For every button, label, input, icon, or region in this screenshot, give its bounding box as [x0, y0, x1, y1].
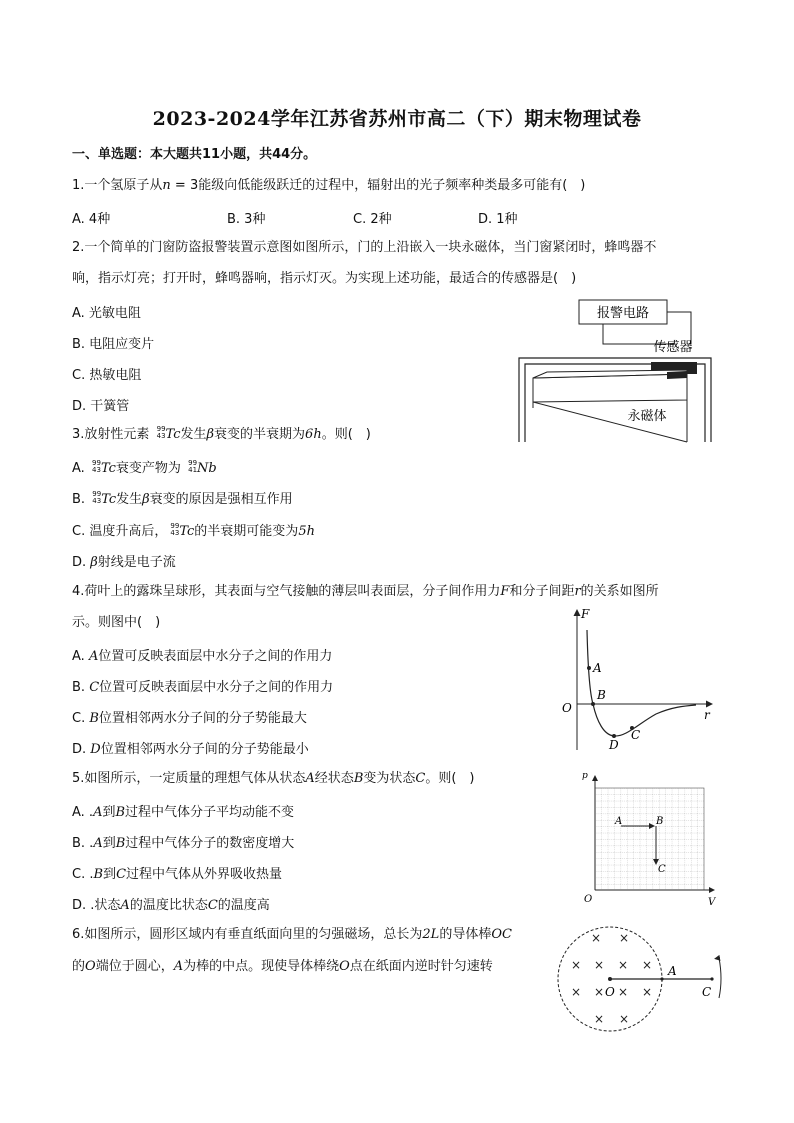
f-axis-label: F — [581, 607, 590, 621]
question-4-stem-line2: 示。则图中( ) — [72, 615, 161, 630]
question-4-option-b[interactable]: B. C位置可反映表面层中水分子之间的作用力 — [72, 680, 334, 695]
svg-text:×: × — [617, 985, 629, 999]
r-axis-label: r — [704, 708, 710, 722]
question-4-stem-line1: 4.荷叶上的露珠呈球形，其表面与空气接触的薄层叫表面层，分子间作用力F和分子间距r的关系如图所 — [72, 584, 659, 599]
question-5-stem: 5.如图所示，一定质量的理想气体从状态A经状态B变为状态C。则( ) — [72, 771, 475, 786]
point-b — [591, 702, 595, 706]
question-2-option-b[interactable]: B. 电阻应变片 — [72, 337, 155, 352]
magnetic-field-figure — [552, 922, 728, 1040]
alarm-circuit-label: 报警电路 — [596, 306, 650, 321]
question-6-stem-line2: 的O端位于圆心，A为棒的中点。现使导体棒绕O点在纸面内逆时针匀速转 — [72, 959, 493, 974]
state-a-label: A — [615, 816, 623, 827]
magnet-strip — [667, 371, 687, 379]
svg-text:×: × — [593, 958, 605, 972]
question-4-option-c[interactable]: C. B位置相邻两水分子间的分子势能最大 — [72, 711, 307, 726]
nb-nuclide: 99 41 — [188, 459, 198, 474]
svg-text:×: × — [618, 931, 630, 945]
page-title: 2023-2024学年江苏省苏州市高二（下）期末物理试卷 — [152, 108, 642, 130]
magnet-label: 永磁体 — [627, 409, 667, 424]
question-3-stem: 3.放射性元素 99 43 Tc发生β衰变的半衰期为6h。则( ) — [72, 425, 371, 442]
label-d: D — [609, 738, 619, 752]
section-heading: 一、单选题：本大题共11小题，共44分。 — [72, 147, 317, 162]
question-5-option-a[interactable]: A. .A到B过程中气体分子平均动能不变 — [72, 805, 295, 820]
force-distance-figure — [560, 602, 720, 752]
origin-label: O — [584, 894, 593, 905]
label-c: C — [631, 728, 641, 742]
door-top — [533, 374, 687, 402]
label-a: A — [668, 964, 677, 978]
state-b-label: B — [656, 816, 664, 827]
question-5-option-d[interactable]: D. .状态A的温度比状态C的温度高 — [72, 898, 270, 913]
svg-text:×: × — [641, 985, 653, 999]
svg-text:×: × — [590, 931, 602, 945]
question-4-option-d[interactable]: D. D位置相邻两水分子间的分子势能最小 — [72, 742, 309, 757]
question-1-option-d[interactable]: D. 1种 — [478, 212, 518, 227]
state-c-label: C — [658, 864, 666, 875]
svg-text:×: × — [593, 1012, 605, 1026]
origin-label: O — [562, 701, 572, 715]
p-axis-label: p — [582, 771, 588, 781]
force-curve — [587, 630, 696, 736]
door-alarm-figure — [515, 296, 727, 446]
rotation-arrow — [719, 958, 721, 998]
label-c: C — [702, 985, 712, 999]
question-1-stem: 1.一个氢原子从n = 3能级向低能级跃迁的过程中，辐射出的光子频率种类最多可能有( ) — [72, 178, 586, 193]
question-2-option-a[interactable]: A. 光敏电阻 — [72, 306, 141, 321]
v-axis-label: V — [708, 897, 716, 908]
label-b: B — [597, 688, 606, 702]
question-2-option-d[interactable]: D. 干簧管 — [72, 399, 130, 414]
label-o: O — [605, 985, 615, 999]
svg-text:×: × — [618, 1012, 630, 1026]
point-a — [587, 666, 591, 670]
question-2-stem-line1: 2.一个简单的门窗防盗报警装置示意图如图所示，门的上沿嵌入一块永磁体，当门窗紧闭时，蜂鸣器不 — [72, 240, 657, 255]
question-6-stem-line1: 6.如图所示，圆形区域内有垂直纸面向里的匀强磁场，总长为2L的导体棒OC — [72, 927, 512, 942]
question-1-option-a[interactable]: A. 4种 — [72, 212, 111, 227]
svg-text:×: × — [641, 958, 653, 972]
question-5-option-b[interactable]: B. .A到B过程中气体分子的数密度增大 — [72, 836, 295, 851]
pv-diagram-figure — [578, 766, 722, 908]
label-a: A — [593, 661, 602, 675]
question-3-option-d[interactable]: D. β射线是电子流 — [72, 555, 176, 570]
tc-nuclide: 99 43 — [156, 425, 166, 440]
midpoint-a — [660, 977, 663, 980]
question-3-option-a[interactable]: A. 99 43 Tc衰变产物为 99 41 Nb — [72, 459, 217, 476]
sensor-label: 传感器 — [653, 340, 693, 355]
question-3-option-c[interactable]: C. 温度升高后， 99 43 Tc的半衰期可能变为5h — [72, 522, 315, 539]
question-2-option-c[interactable]: C. 热敏电阻 — [72, 368, 142, 383]
svg-text:×: × — [570, 958, 582, 972]
question-1-option-c[interactable]: C. 2种 — [353, 212, 392, 227]
end-c — [710, 977, 713, 980]
question-1-option-b[interactable]: B. 3种 — [227, 212, 266, 227]
svg-text:×: × — [617, 958, 629, 972]
svg-text:×: × — [570, 985, 582, 999]
question-4-option-a[interactable]: A. A位置可反映表面层中水分子之间的作用力 — [72, 649, 333, 664]
question-5-option-c[interactable]: C. .B到C过程中气体从外界吸收热量 — [72, 867, 283, 882]
grid-area — [595, 788, 704, 890]
question-2-stem-line2: 响，指示灯亮；打开时，蜂鸣器响，指示灯灭。为实现上述功能，最适合的传感器是( ) — [72, 271, 577, 286]
question-3-option-b[interactable]: B. 99 43 Tc发生β衰变的原因是强相互作用 — [72, 490, 293, 507]
svg-text:×: × — [593, 985, 605, 999]
pivot-o — [608, 977, 612, 981]
